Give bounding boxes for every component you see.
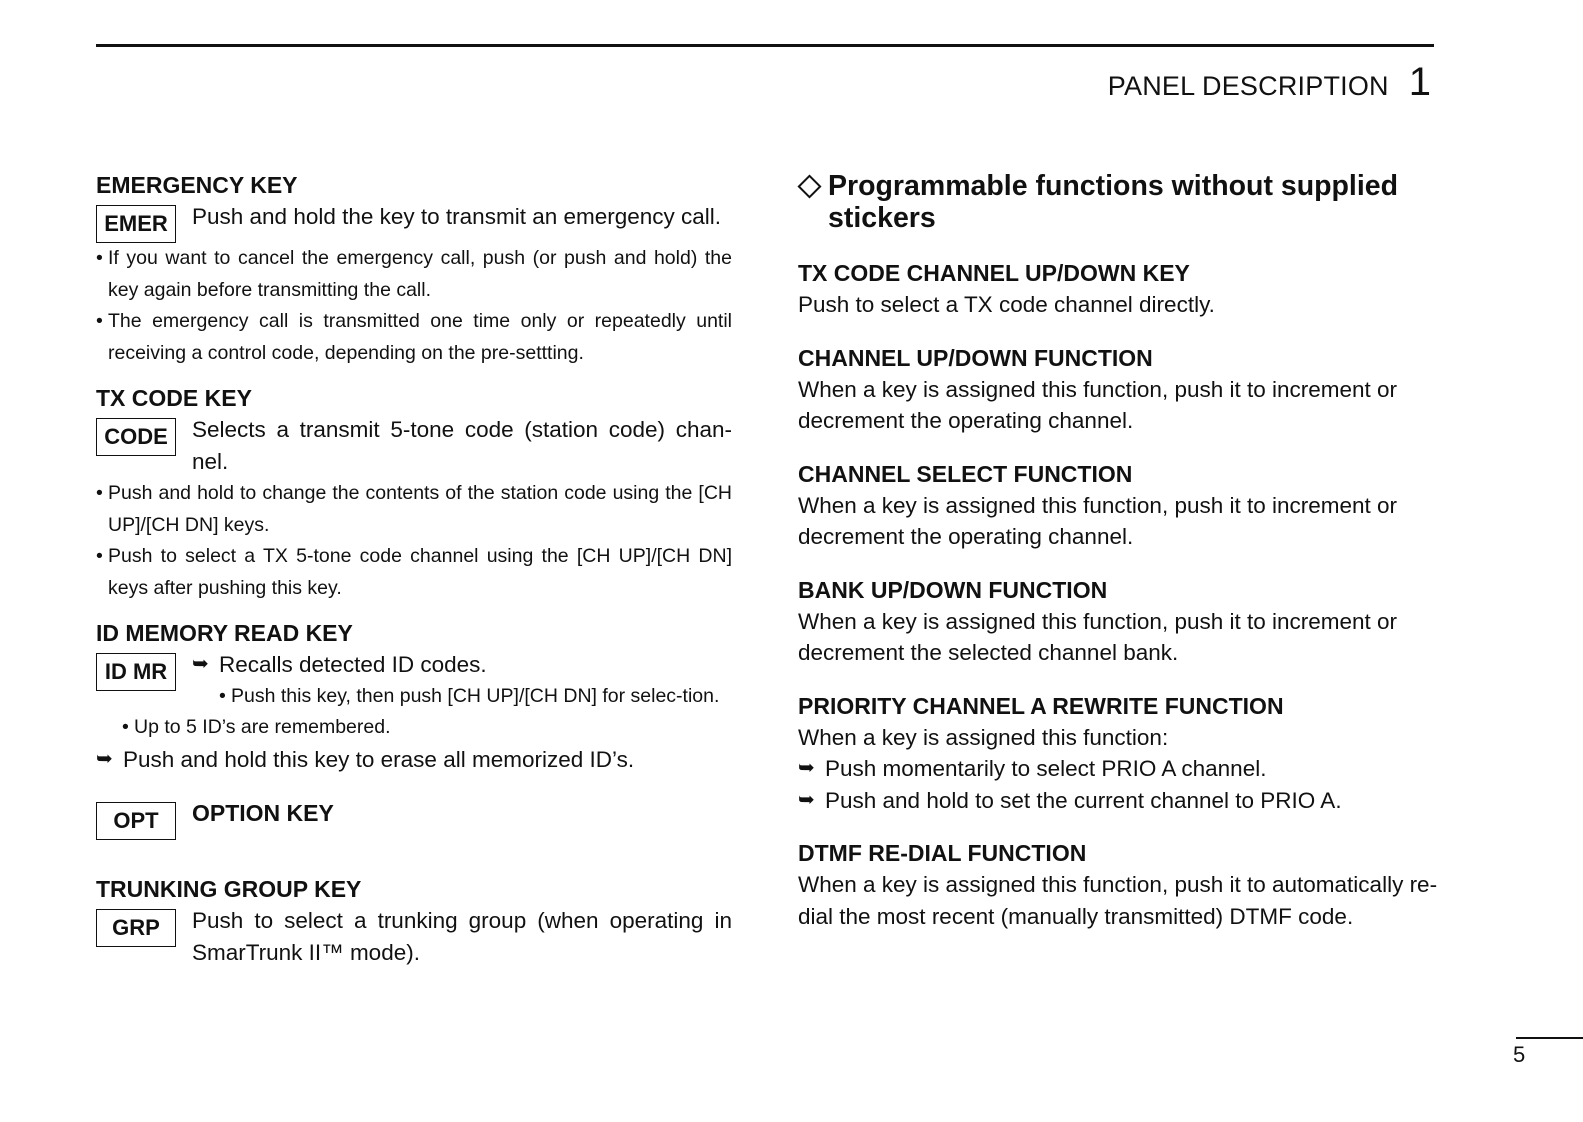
option-key-heading: OPTION KEY bbox=[192, 800, 334, 826]
grp-key-row bbox=[96, 905, 732, 969]
page-header bbox=[1108, 60, 1431, 105]
emer-key-label: EMER bbox=[96, 205, 176, 243]
bullet-item: • The emergency call is transmitted one time only or repeatedly until receiving a control code, depending on the pre-settting. bbox=[96, 306, 732, 369]
opt-key-label: OPT bbox=[96, 802, 176, 840]
emergency-key-row bbox=[96, 201, 732, 243]
function-description: When a key is assigned this function, push it to increment or decrement the operating channel. bbox=[798, 376, 1398, 433]
function-description: Push to select a TX code channel directly. bbox=[798, 292, 1215, 317]
id-mr-erase-text: Push and hold this key to erase all memorized ID’s. bbox=[123, 746, 635, 772]
function-description: When a key is assigned this function: bbox=[798, 724, 1169, 750]
function-description: When a key is assigned this function, push it to increment or decrement the operating channel. bbox=[798, 492, 1398, 549]
chapter-number: 1 bbox=[1408, 60, 1431, 104]
id-memory-read-key-section bbox=[96, 618, 732, 775]
left-column bbox=[96, 170, 732, 969]
arrow-icon: ➥ bbox=[798, 757, 815, 779]
id-mr-erase-line bbox=[96, 744, 732, 776]
function-section bbox=[798, 258, 1438, 321]
function-heading: TX CODE CHANNEL UP/DOWN KEY bbox=[798, 260, 1190, 286]
bullet-item: • If you want to cancel the emergency call, push (or push and hold) the key again before transmitting the call. bbox=[96, 243, 732, 306]
id-mr-recall-line bbox=[192, 649, 732, 681]
page-number: 5 bbox=[1513, 1042, 1526, 1067]
bullet-item: • Push to select a TX 5-tone code channel using the [CH UP]/[CH DN] keys after pushing this key. bbox=[96, 541, 732, 604]
diamond-icon bbox=[797, 174, 821, 198]
tx-code-key-row bbox=[96, 414, 732, 478]
code-key-label: CODE bbox=[96, 418, 176, 456]
tx-code-key-description: Selects a transmit 5-tone code (station code) chan-nel. bbox=[192, 417, 732, 474]
function-heading: DTMF RE-DIAL FUNCTION bbox=[798, 840, 1087, 866]
trunking-group-key-description: Push to select a trunking group (when operating in SmarTrunk II™ mode). bbox=[192, 908, 732, 965]
page-number-rule bbox=[1516, 1037, 1583, 1039]
option-key-row bbox=[96, 798, 732, 840]
grp-key-label: GRP bbox=[96, 909, 176, 947]
bullet-item: • Up to 5 ID’s are remembered. bbox=[122, 712, 732, 744]
emergency-key-section bbox=[96, 170, 732, 369]
arrow-icon: ➥ bbox=[798, 788, 815, 811]
emergency-key-heading: EMERGENCY KEY bbox=[96, 172, 298, 198]
programmable-functions-title-text: Programmable functions without supplied stickers bbox=[828, 170, 1399, 234]
arrow-icon: ➥ bbox=[192, 653, 209, 675]
id-mr-recall-text: Recalls detected ID codes. bbox=[219, 652, 487, 677]
prio-arrow-text: Push and hold to set the current channel to PRIO A. bbox=[825, 787, 1342, 813]
section-title: PANEL DESCRIPTION bbox=[1107, 71, 1389, 101]
function-section bbox=[798, 343, 1438, 437]
bullet-item: • Push this key, then push [CH UP]/[CH DN] for selec-tion. bbox=[219, 681, 732, 713]
emergency-key-description: Push and hold the key to transmit an emergency call. bbox=[192, 204, 722, 229]
function-heading: CHANNEL SELECT FUNCTION bbox=[798, 460, 1133, 487]
function-heading: CHANNEL UP/DOWN FUNCTION bbox=[798, 344, 1153, 371]
id-mr-key-label: ID MR bbox=[96, 653, 176, 691]
top-rule bbox=[96, 44, 1434, 47]
trunking-group-key-heading: TRUNKING GROUP KEY bbox=[96, 876, 362, 902]
function-heading: PRIORITY CHANNEL A REWRITE FUNCTION bbox=[798, 692, 1284, 719]
tx-code-key-heading: TX CODE KEY bbox=[96, 385, 252, 411]
function-heading: BANK UP/DOWN FUNCTION bbox=[798, 576, 1108, 603]
id-memory-read-key-heading: ID MEMORY READ KEY bbox=[96, 620, 353, 646]
arrow-icon: ➥ bbox=[96, 747, 113, 770]
programmable-functions-title bbox=[798, 170, 1438, 234]
function-section bbox=[798, 459, 1438, 553]
prio-arrow-text: Push momentarily to select PRIO A channel. bbox=[825, 756, 1267, 781]
function-description: When a key is assigned this function, push it to increment or decrement the selected channel bank. bbox=[798, 608, 1398, 665]
prio-arrow-line bbox=[798, 785, 1438, 817]
bullet-item: • Push and hold to change the contents of the station code using the [CH UP]/[CH DN] keys. bbox=[96, 478, 732, 541]
tx-code-key-section bbox=[96, 383, 732, 604]
dtmf-redial-section bbox=[798, 838, 1438, 932]
prio-arrow-line bbox=[798, 753, 1438, 785]
function-description: When a key is assigned this function, push it to automatically re-dial the most recent (manually transmitted) DTMF code. bbox=[798, 872, 1438, 929]
function-section bbox=[798, 575, 1438, 669]
right-column bbox=[798, 170, 1438, 932]
trunking-group-key-section bbox=[96, 874, 732, 969]
id-mr-key-row bbox=[96, 649, 732, 712]
priority-channel-section bbox=[798, 691, 1438, 817]
